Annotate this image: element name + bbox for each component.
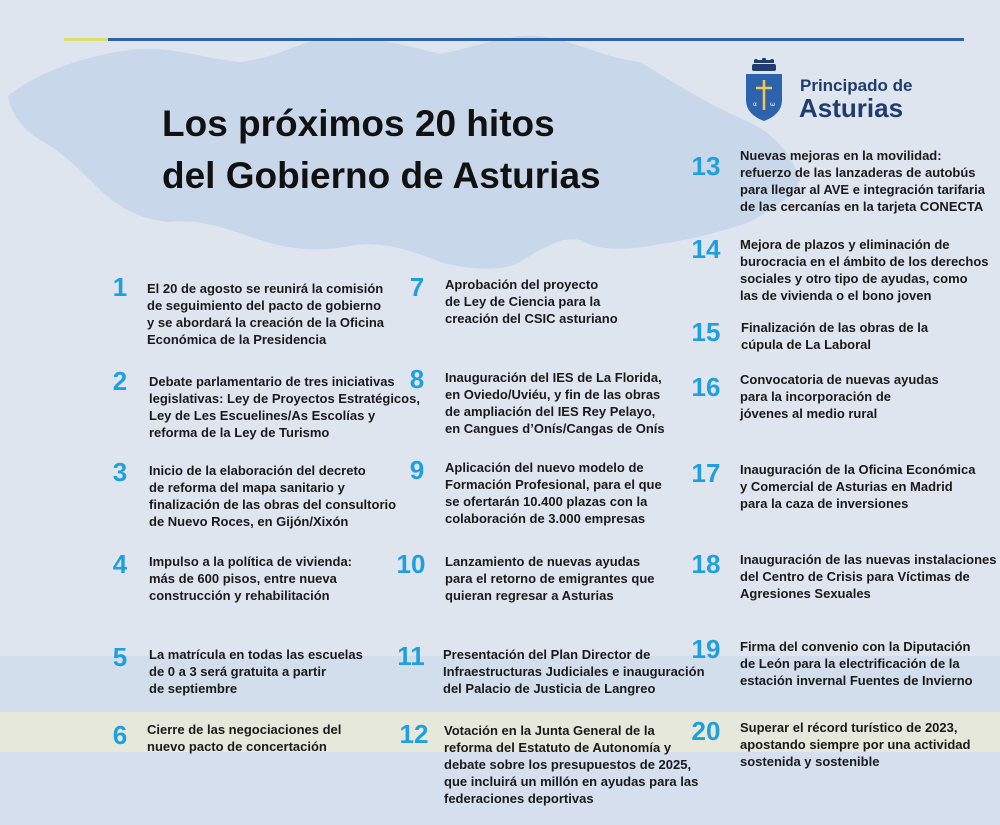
milestone-number: 13	[691, 151, 721, 181]
milestone-text: Aplicación del nuevo modelo de Formación Profesional, para el que se ofertarán 10.400 plazas con la colaboración de 3.000 empresas	[445, 460, 662, 526]
milestone-text: Lanzamiento de nuevas ayudas para el retorno de emigrantes que quieran regresar a Asturias	[445, 554, 655, 603]
milestone-text: Inicio de la elaboración del decreto de reforma del mapa sanitario y finalización de las obras del consultorio de Nuevo Roces, en Gijón/Xixón	[149, 463, 397, 529]
milestone-text: Convocatoria de nuevas ayudas para la incorporación de jóvenes al medio rural	[740, 372, 939, 421]
milestone-number: 5	[112, 642, 128, 672]
milestone-number: 10	[396, 549, 426, 579]
milestone-text: Presentación del Plan Director de Infraestructuras Judiciales e inauguración del Palacio de Justicia de Langreo	[443, 647, 705, 696]
title-line-2: del Gobierno de Asturias	[162, 155, 601, 196]
milestone-number: 2	[112, 366, 128, 396]
page-title	[162, 98, 601, 202]
milestone-text: Inauguración del IES de La Florida, en Oviedo/Uviéu, y fin de las obras de ampliación del IES Rey Pelayo, en Cangues d’Onís/Cangas de Onís	[445, 370, 665, 436]
top-rule-blue	[108, 38, 964, 41]
milestone-number: 3	[112, 457, 128, 487]
milestone-number: 8	[409, 364, 425, 394]
milestone-number: 15	[691, 317, 721, 347]
top-rule-yellow	[64, 38, 108, 41]
logo-text-principado: Principado de	[800, 76, 913, 95]
svg-text:α: α	[753, 101, 757, 108]
milestone-number: 6	[112, 720, 128, 750]
svg-text:ω: ω	[770, 101, 776, 108]
milestone-text: El 20 de agosto se reunirá la comisión de seguimiento del pacto de gobierno y se abordará la creación de la Oficina Económica de la Presidencia	[147, 281, 384, 347]
milestone-number: 9	[409, 455, 425, 485]
milestone-text: Mejora de plazos y eliminación de burocracia en el ámbito de los derechos sociales y otro tipo de ayudas, como las de vivienda o el bono joven	[740, 237, 989, 303]
milestone-number: 17	[691, 458, 721, 488]
milestone-number: 4	[112, 549, 128, 579]
milestone-number: 7	[409, 272, 425, 302]
milestone-number: 16	[691, 372, 721, 402]
milestone-text: Nuevas mejoras en la movilidad: refuerzo de las lanzaderas de autobús para llegar al AVE e integración tarifaria de las cercanías en la tarjeta CONECTA	[740, 148, 985, 214]
milestone-number: 11	[397, 641, 425, 671]
milestone-text: Impulso a la política de vivienda: más de 600 pisos, entre nueva construcción y rehabilitación	[149, 554, 352, 603]
milestone-text: Aprobación del proyecto de Ley de Ciencia para la creación del CSIC asturiano	[445, 277, 618, 326]
milestone-number: 20	[691, 716, 721, 746]
milestone-number: 1	[112, 272, 128, 302]
principado-logo	[742, 58, 922, 124]
milestone-text: Firma del convenio con la Diputación de León para la electrificación de la estación invernal Fuentes de Invierno	[740, 639, 973, 688]
logo-text-asturias: Asturias	[799, 93, 904, 123]
milestone-number: 18	[691, 549, 721, 579]
milestone-number: 12	[399, 719, 429, 749]
milestone-text: La matrícula en todas las escuelas de 0 a 3 será gratuita a partir de septiembre	[149, 647, 363, 696]
asturias-crest-icon	[742, 58, 786, 122]
title-line-1: Los próximos 20 hitos	[162, 103, 555, 144]
milestone-text: Votación en la Junta General de la reforma del Estatuto de Autonomía y debate sobre los presupuestos de 2025, que incluirá un millón en ayudas para las federaciones deportivas	[444, 723, 699, 806]
milestone-text: Superar el récord turístico de 2023, apostando siempre por una actividad sostenida y sostenible	[740, 720, 971, 769]
milestone-text: Finalización de las obras de la cúpula de La Laboral	[741, 320, 929, 352]
milestone-number: 14	[691, 234, 721, 264]
milestone-text: Inauguración de las nuevas instalaciones del Centro de Crisis para Víctimas de Agresiones Sexuales	[740, 552, 997, 601]
milestone-text: Cierre de las negociaciones del nuevo pacto de concertación	[147, 722, 342, 754]
milestone-text: Debate parlamentario de tres iniciativas legislativas: Ley de Proyectos Estratégicos, Ley de Les Escuelines/As Escolías y reforma de la Ley de Turismo	[149, 374, 420, 440]
milestone-text: Inauguración de la Oficina Económica y Comercial de Asturias en Madrid para la caza de inversiones	[740, 462, 976, 511]
milestone-number: 19	[691, 634, 721, 664]
